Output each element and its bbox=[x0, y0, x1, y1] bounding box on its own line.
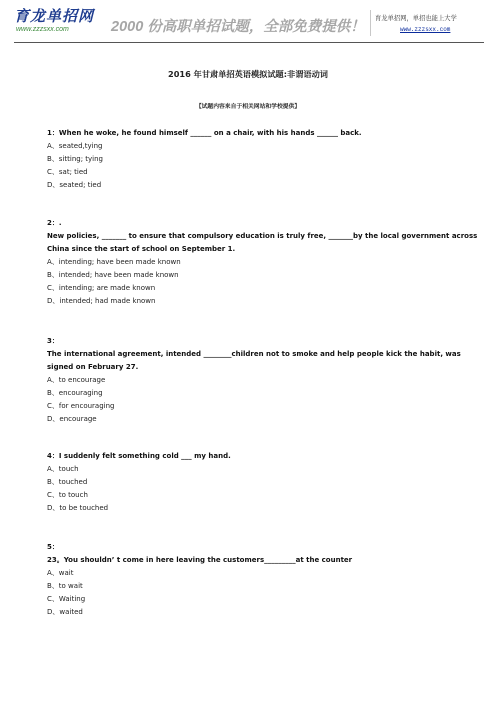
option-a: A、to encourage bbox=[47, 376, 106, 384]
option-b: B、sitting; tying bbox=[47, 155, 104, 163]
header-rule bbox=[14, 42, 484, 43]
document-subtitle: 【试题内容来自于相关网站和学校提供】 bbox=[195, 104, 301, 110]
option-d: D、intended; had made known bbox=[47, 297, 156, 305]
question-2 bbox=[47, 217, 479, 308]
question-3 bbox=[47, 335, 479, 426]
question-1 bbox=[47, 127, 479, 192]
option-b: B、intended; have been made known bbox=[47, 271, 179, 279]
option-c: C、Waiting bbox=[47, 595, 86, 603]
question-number: 1： bbox=[47, 129, 59, 137]
option-b: B、to wait bbox=[47, 582, 83, 590]
question-number: 5： bbox=[47, 543, 59, 551]
question-number: 3： bbox=[47, 337, 59, 345]
option-c: C、for encouraging bbox=[47, 402, 115, 410]
option-b: B、touched bbox=[47, 478, 88, 486]
option-c: C、sat; tied bbox=[47, 168, 88, 176]
option-d: D、encourage bbox=[47, 415, 97, 423]
option-b: B、encouraging bbox=[47, 389, 103, 397]
question-stem: 23。You shouldn’ t come in here leaving the customers_________at the counter bbox=[47, 556, 353, 564]
question-stem: I suddenly felt something cold ___ my hand. bbox=[58, 452, 231, 460]
header-divider bbox=[370, 10, 371, 36]
option-a: A、seated,tying bbox=[47, 142, 103, 150]
header-slogan: 2000 份高职单招试题，全部免费提供！ bbox=[111, 19, 365, 35]
question-5 bbox=[47, 541, 479, 619]
header-tagline: 育龙单招网，单招也能上大学 bbox=[375, 15, 457, 22]
question-number: 2：. bbox=[47, 219, 62, 227]
option-c: C、intending; are made known bbox=[47, 284, 156, 292]
option-d: D、seated; tied bbox=[47, 181, 102, 189]
option-c: C、to touch bbox=[47, 491, 88, 499]
logo-url: www.zzzsxx.com bbox=[16, 26, 69, 33]
question-stem: The international agreement, intended ________children not to smoke and help people kick the habit, was signed on February 27. bbox=[47, 350, 461, 371]
question-stem: When he woke, he found himself ______ on a chair, with his hands ______ back. bbox=[58, 129, 362, 137]
header-site-link[interactable]: www.zzzsxx.com bbox=[400, 26, 451, 33]
page-header bbox=[0, 0, 496, 44]
site-logo[interactable] bbox=[14, 9, 94, 41]
option-d: D、to be touched bbox=[47, 504, 109, 512]
option-a: A、intending; have been made known bbox=[47, 258, 181, 266]
question-stem: New policies, _______ to ensure that compulsory education is truly free, _______by the local government across China since the start of school on September 1. bbox=[47, 232, 478, 253]
document-title: 2016 年甘肃单招英语模拟试题:非谓语动词 bbox=[168, 69, 328, 79]
option-a: A、wait bbox=[47, 569, 74, 577]
question-number: 4： bbox=[47, 452, 59, 460]
logo-text: 育龙单招网 bbox=[14, 9, 95, 25]
question-4 bbox=[47, 450, 479, 515]
option-a: A、touch bbox=[47, 465, 79, 473]
option-d: D、waited bbox=[47, 608, 83, 616]
